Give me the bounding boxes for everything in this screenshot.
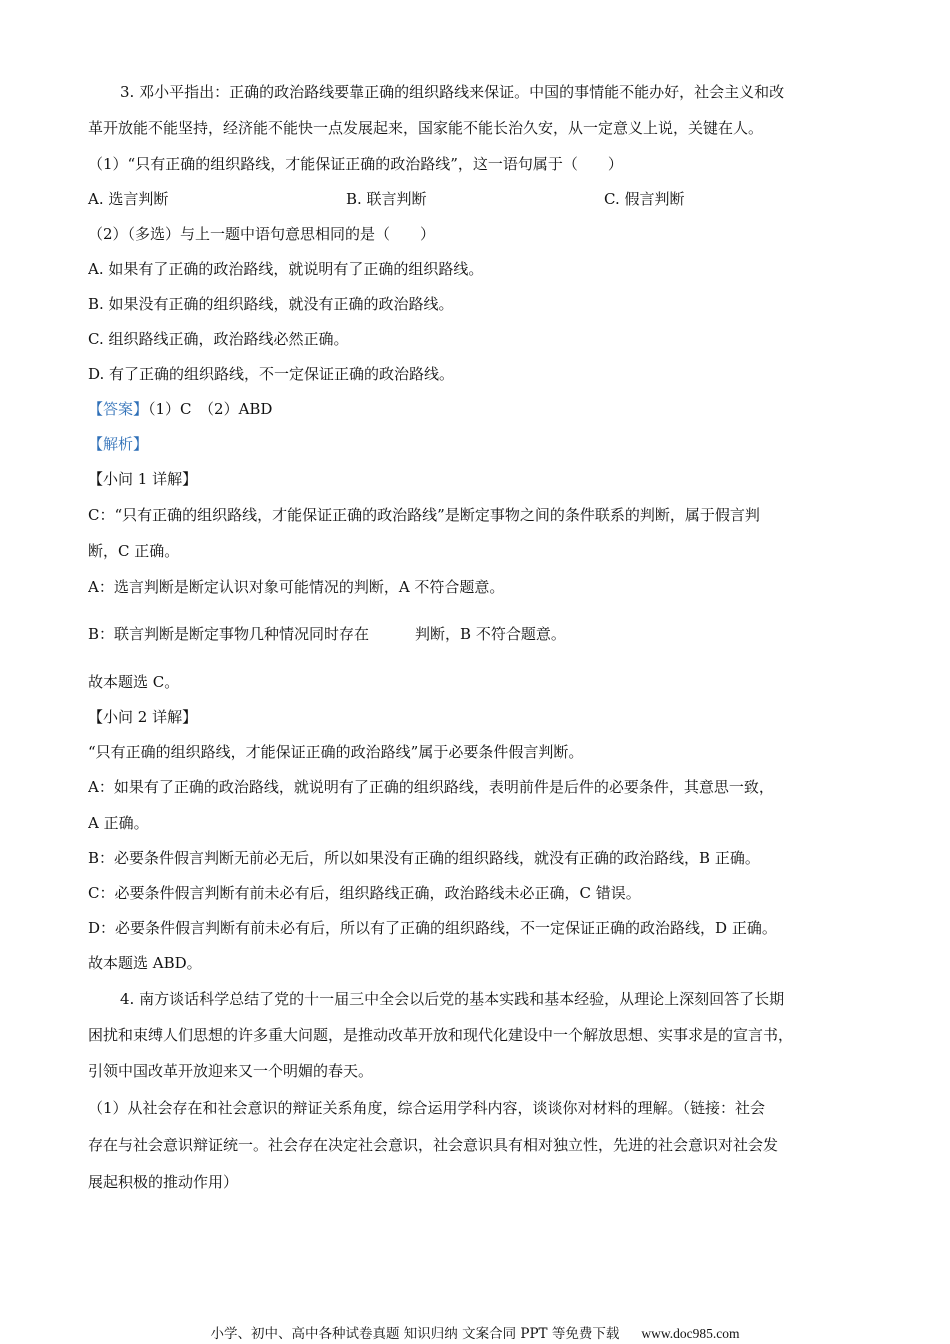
q3-sub2-option-c: C. 组织路线正确，政治路线必然正确。 [88, 330, 349, 348]
detail1-b-part-2: 判断，B 不符合题意。 [415, 625, 566, 643]
detail1-b-part-1: B：联言判断是断定事物几种情况同时存在 [88, 625, 370, 643]
detail2-conclusion: 故本题选 ABD。 [88, 954, 202, 972]
detail2-a-line-2: A 正确。 [88, 814, 149, 832]
detail2-b: B：必要条件假言判断无前必无后，所以如果没有正确的组织路线，就没有正确的政治路线，B 正确。 [88, 849, 760, 867]
analysis-tag: 【解析】 [88, 435, 149, 453]
answer-line [88, 398, 868, 420]
q3-stem-line-1: 3. 邓小平指出：正确的政治路线要靠正确的组织路线来保证。中国的事情能不能办好，社会主义和改 [120, 83, 785, 101]
detail1-c-line-1: C：“只有正确的组织路线，才能保证正确的政治路线”是断定事物之间的条件联系的判断，属于假言判 [88, 506, 760, 524]
detail1-c-line-2: 断，C 正确。 [88, 542, 180, 560]
page-footer [0, 1325, 950, 1343]
q3-sub2-option-d: D. 有了正确的组织路线，不一定保证正确的政治路线。 [88, 365, 455, 383]
detail1-heading: 【小问 1 详解】 [88, 470, 198, 488]
q3-sub2-option-a: A. 如果有了正确的政治路线，就说明有了正确的组织路线。 [88, 260, 484, 278]
q3-sub1-question: （1）“只有正确的组织路线，才能保证正确的政治路线”，这一语句属于（ ） [88, 155, 623, 173]
q4-stem-line-2: 困扰和束缚人们思想的许多重大问题，是推动改革开放和现代化建设中一个解放思想、实事求是的宣言书， [88, 1026, 794, 1044]
q3-sub1-option-b: B. 联言判断 [346, 190, 427, 208]
q3-sub1-option-c: C. 假言判断 [604, 190, 685, 208]
footer-text: 小学、初中、高中各种试卷真题 知识归纳 文案合同 PPT 等免费下载 [210, 1326, 620, 1342]
detail2-a-line-1: A：如果有了正确的政治路线，就说明有了正确的组织路线，表明前件是后件的必要条件，其意思一致， [88, 778, 774, 796]
answer-text: （1）C （2）ABD [148, 400, 273, 418]
detail2-heading: 【小问 2 详解】 [88, 708, 198, 726]
q4-stem-line-3: 引领中国改革开放迎来又一个明媚的春天。 [88, 1062, 374, 1080]
detail2-c: C：必要条件假言判断有前未必有后，组织路线正确，政治路线未必正确，C 错误。 [88, 884, 641, 902]
q3-sub2-question: （2）（多选）与上一题中语句意思相同的是（ ） [88, 225, 436, 243]
answer-tag: 【答案】 [88, 400, 149, 418]
q4-sub1-line-3: 展起积极的推动作用） [88, 1173, 239, 1191]
detail1-a: A：选言判断是断定认识对象可能情况的判断，A 不符合题意。 [88, 578, 505, 596]
detail1-b [88, 623, 868, 645]
q4-sub1-line-1: （1）从社会存在和社会意识的辩证关系角度，综合运用学科内容，谈谈你对材料的理解。（链接：社会 [88, 1099, 766, 1117]
q3-stem-line-2: 革开放能不能坚持，经济能不能快一点发展起来，国家能不能长治久安，从一定意义上说，关键在人。 [88, 119, 764, 137]
q3-sub1-option-a: A. 选言判断 [88, 190, 169, 208]
q3-sub2-option-b: B. 如果没有正确的组织路线，就没有正确的政治路线。 [88, 295, 454, 313]
footer-url[interactable]: www.doc985.com [641, 1326, 740, 1341]
detail2-d: D：必要条件假言判断有前未必有后，所以有了正确的组织路线，不一定保证正确的政治路线，D 正确。 [88, 919, 777, 937]
q4-sub1-line-2: 存在与社会意识辩证统一。社会存在决定社会意识，社会意识具有相对独立性，先进的社会意识对社会发 [88, 1136, 779, 1154]
detail1-conclusion: 故本题选 C。 [88, 673, 180, 691]
detail2-intro: “只有正确的组织路线，才能保证正确的政治路线”属于必要条件假言判断。 [88, 743, 584, 761]
q4-stem-line-1: 4. 南方谈话科学总结了党的十一届三中全会以后党的基本实践和基本经验，从理论上深刻回答了长期 [120, 990, 785, 1008]
